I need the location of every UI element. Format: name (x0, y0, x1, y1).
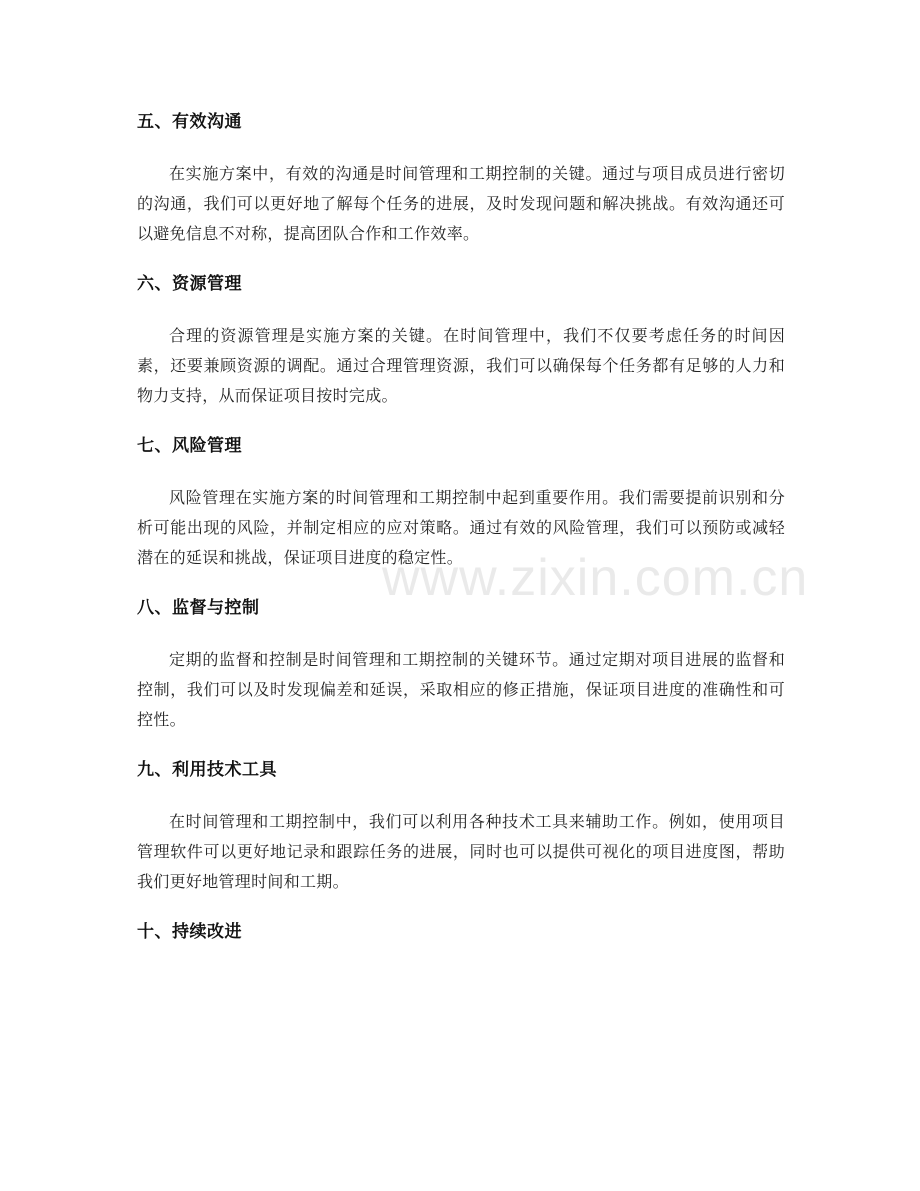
section-technical-tools (137, 754, 785, 897)
section-paragraph: 在时间管理和工期控制中，我们可以利用各种技术工具来辅助工作。例如，使用项目管理软件可以更好地记录和跟踪任务的进展，同时也可以提供可视化的项目进度图，帮助我们更好地管理时间和工期。 (137, 812, 785, 891)
section-heading: 八、监督与控制 (137, 598, 260, 618)
document-body (137, 106, 785, 969)
section-supervision-control (137, 592, 785, 735)
section-paragraph: 在实施方案中，有效的沟通是时间管理和工期控制的关键。通过与项目成员进行密切的沟通，我们可以更好地了解每个任务的进展，及时发现问题和解决挑战。有效沟通还可以避免信息不对称，提高团队合作和工作效率。 (137, 164, 785, 243)
section-heading: 五、有效沟通 (137, 112, 242, 132)
section-risk-management (137, 430, 785, 573)
section-paragraph: 定期的监督和控制是时间管理和工期控制的关键环节。通过定期对项目进展的监督和控制，我们可以及时发现偏差和延误，采取相应的修正措施，保证项目进度的准确性和可控性。 (137, 650, 785, 729)
section-heading: 六、资源管理 (137, 274, 242, 294)
section-effective-communication (137, 106, 785, 249)
section-heading: 九、利用技术工具 (137, 760, 277, 780)
section-heading: 七、风险管理 (137, 436, 242, 456)
section-continuous-improvement (137, 916, 785, 948)
section-paragraph: 风险管理在实施方案的时间管理和工期控制中起到重要作用。我们需要提前识别和分析可能出现的风险，并制定相应的应对策略。通过有效的风险管理，我们可以预防或减轻潜在的延误和挑战，保证项目进度的稳定性。 (137, 488, 785, 567)
section-paragraph: 合理的资源管理是实施方案的关键。在时间管理中，我们不仅要考虑任务的时间因素，还要兼顾资源的调配。通过合理管理资源，我们可以确保每个任务都有足够的人力和物力支持，从而保证项目按时完成。 (137, 326, 785, 405)
section-resource-management (137, 268, 785, 411)
watermark: www.zixin.com.cn (382, 549, 809, 607)
section-heading: 十、持续改进 (137, 922, 242, 942)
